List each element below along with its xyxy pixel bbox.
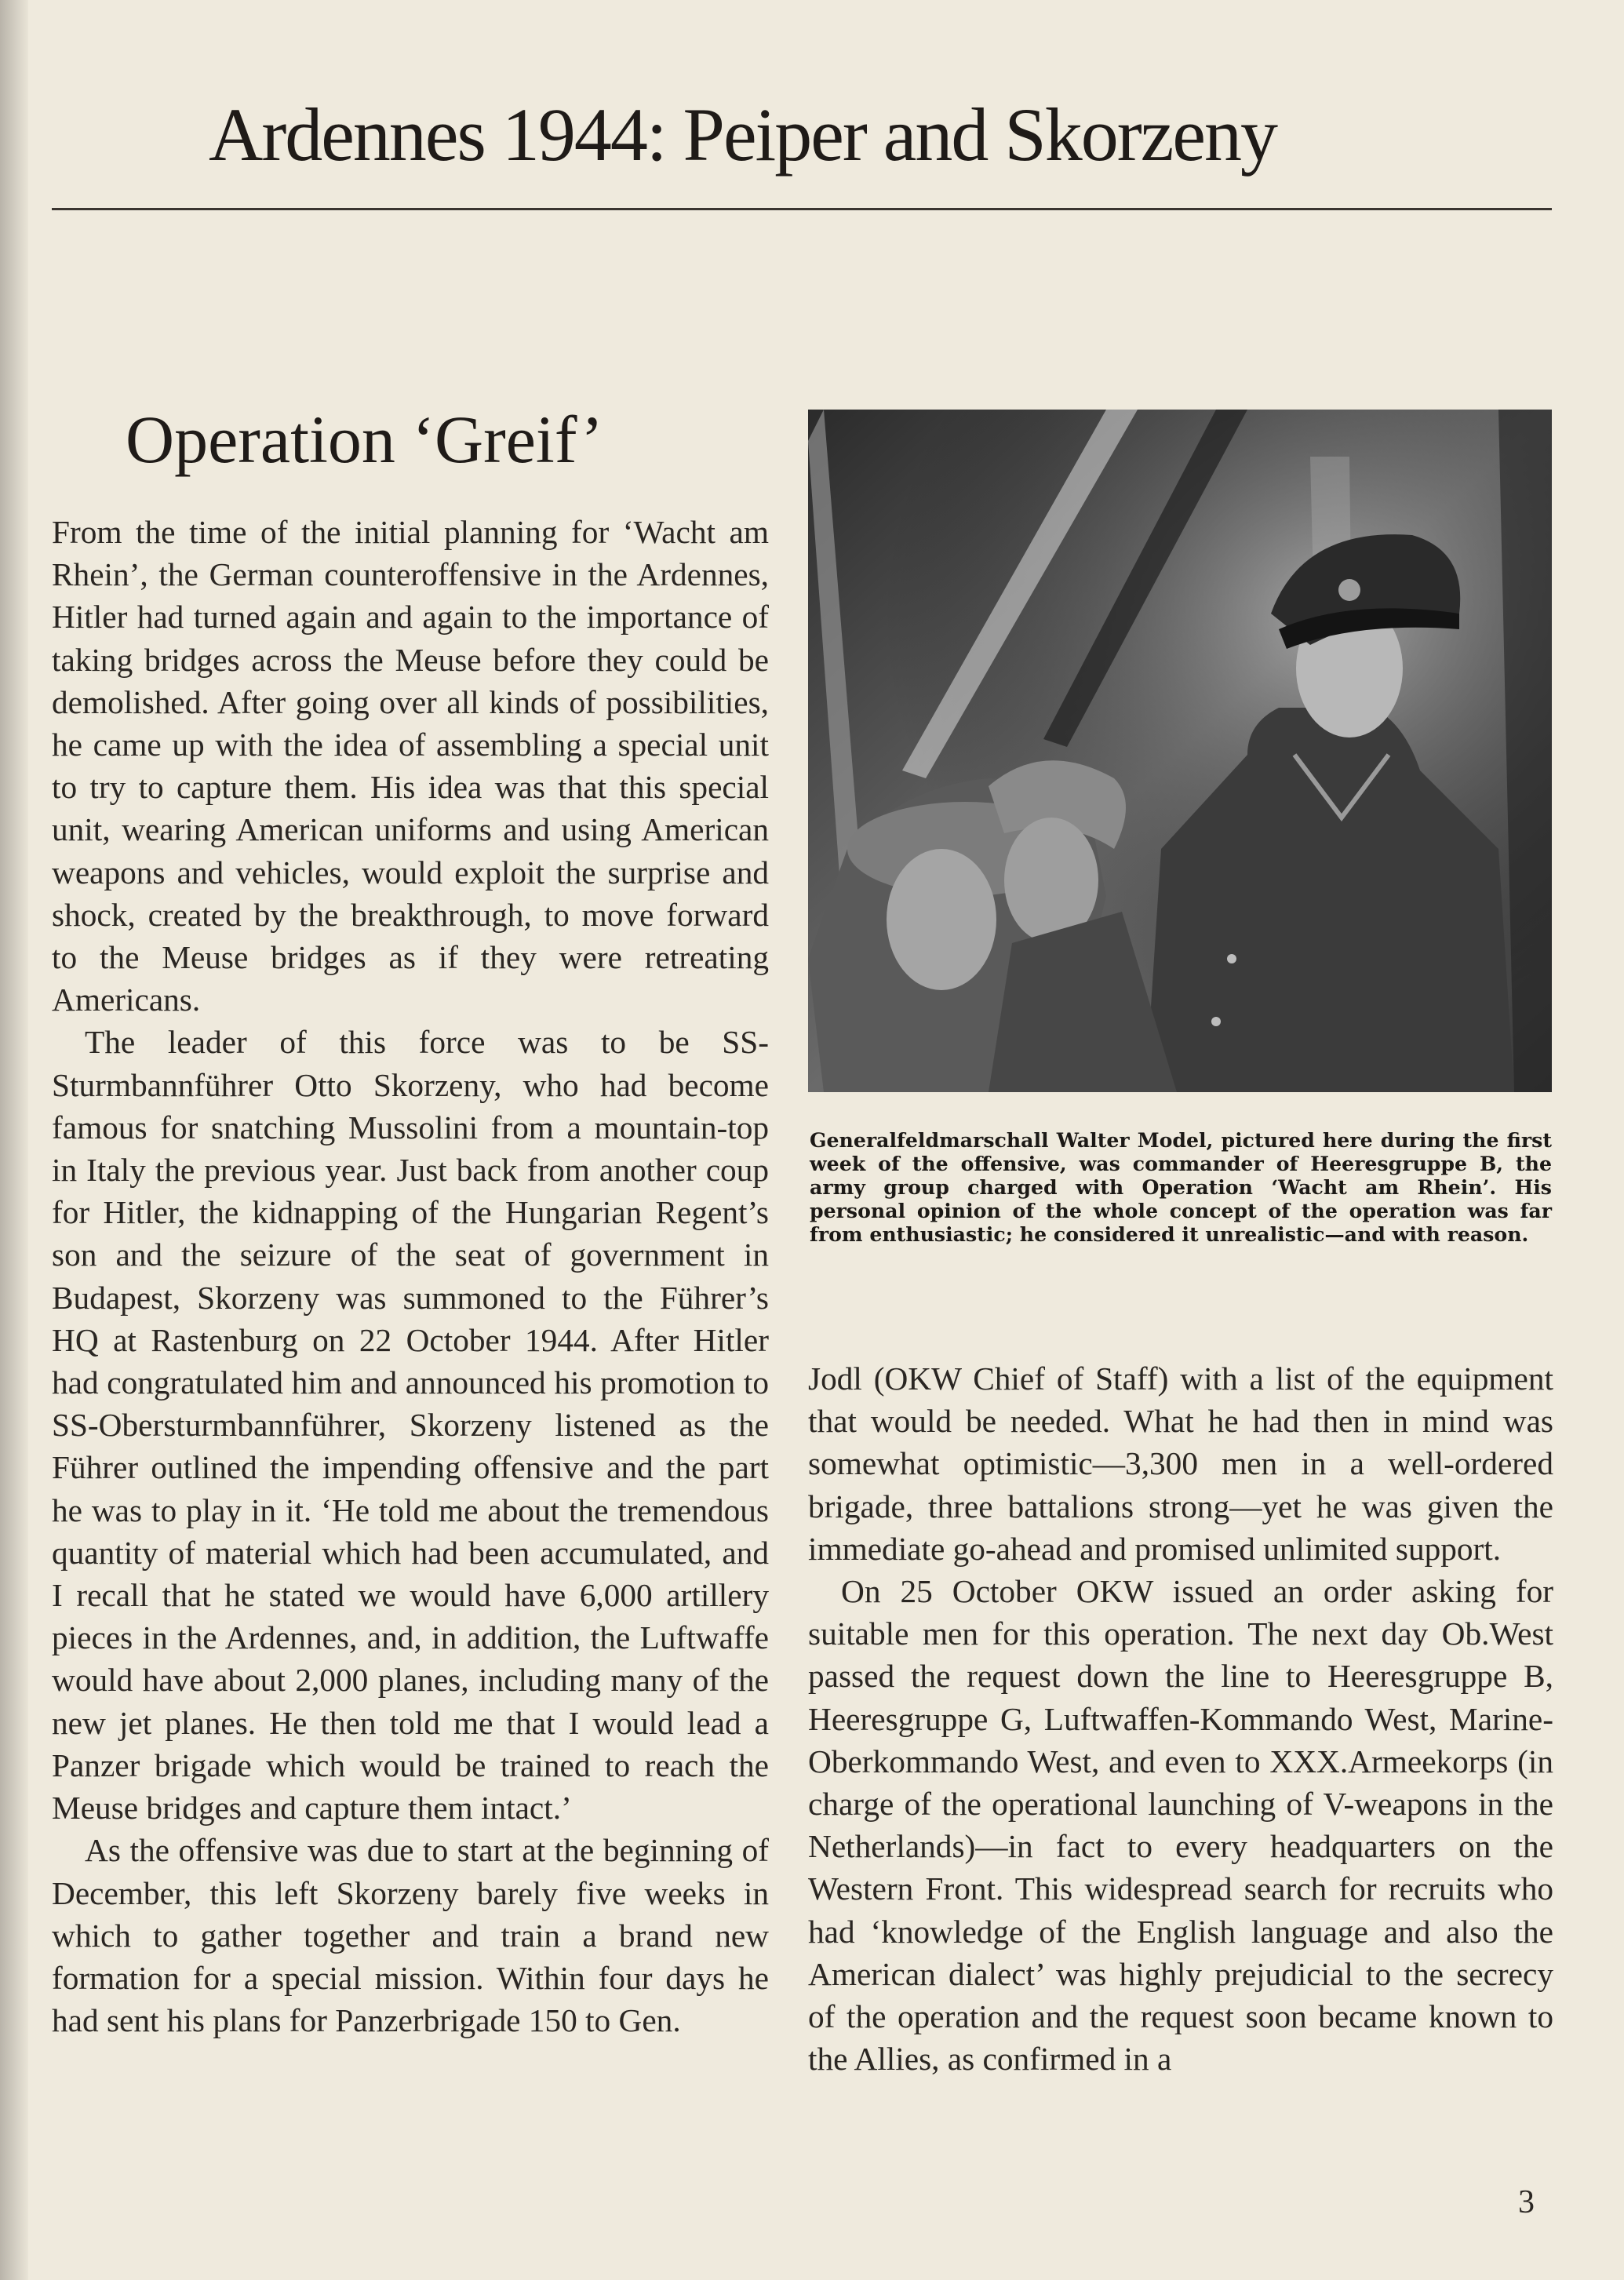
left-paragraph-3: As the offensive was due to start at the beginning of December, this left Skorzeny barely five weeks in which to gather together and train a brand new formation for a special mission. Within four days he had sent his plans for Panzerbrigade 150 to Gen. xyxy=(52,1832,769,2039)
left-paragraph-1: From the time of the initial planning for ‘Wacht am Rhein’, the German counteroffensive in the Ardennes, Hitler had turned again and again to the importance of taking bridges across the Meuse before they could be demolished. After going over all kinds of possibilities, he came up with the idea of assembling a special unit to try to capture them. His idea was that this special unit, wearing American uniforms and using American weapons and vehicles, would exploit the surprise and shock, created by the breakthrough, to move forward to the Meuse bridges as if they were retreating Americans. xyxy=(52,514,769,1018)
title-rule xyxy=(52,208,1552,210)
chapter-title: Ardennes 1944: Peiper and Skorzeny xyxy=(209,93,1276,177)
photo-caption: Generalfeldmarschall Walter Model, pictured here during the first week of the offensive, was commander of Heeresgruppe B, the army group charged with Operation ‘Wacht am Rhein’. His personal opinion of the whole concept of the operation was far from enthusiastic; he considered it unrealistic—and with reason. xyxy=(810,1128,1552,1246)
right-paragraph-2: On 25 October OKW issued an order asking for suitable men for this operation. The next day Ob.West passed the request down the line to Heeresgruppe B, Heeresgruppe G, Luftwaffen-Kommando West, Marine-Oberkommando West, and even to XXX.Armeekorps (in charge of the operational launching of V-weapons in the Netherlands)—in fact to every headquarters on the Western Front. This widespread search for recruits who had ‘knowledge of the English language and also the American dialect’ was highly prejudicial to the secrecy of the operation and the request soon became known to the Allies, as confirmed in a xyxy=(808,1573,1553,2078)
right-column xyxy=(808,1357,1553,2158)
page-number: 3 xyxy=(1518,2184,1535,2220)
model-photograph xyxy=(808,410,1552,1092)
section-title: Operation ‘Greif’ xyxy=(126,402,603,477)
page-gutter-shade xyxy=(0,0,28,2280)
right-paragraph-1: Jodl (OKW Chief of Staff) with a list of the equipment that would be needed. What he had then in mind was somewhat optimistic—3,300 men in a well-ordered brigade, three battalions strong—yet he was given the immediate go-ahead and promised unlimited support. xyxy=(808,1360,1553,1567)
left-paragraph-2: The leader of this force was to be SS-Sturmbannführer Otto Skorzeny, who had become famous for snatching Mussolini from a mountain-top in Italy the previous year. Just back from another coup for Hitler, the kidnapping of the Hungarian Regent’s son and the seizure of the seat of government in Budapest, Skorzeny was summoned to the Führer’s HQ at Rastenburg on 22 October 1944. After Hitler had congratulated him and announced his promotion to SS-Obersturmbannführer, Skorzeny listened as the Führer outlined the impending offensive and the part he was to play in it. ‘He told me about the tremendous quantity of material which had been accumulated, and I recall that he stated we would have 6,000 artillery pieces in the Ardennes, and, in addition, the Luftwaffe would have about 2,000 planes, including many of the new jet planes. He then told me that I would lead a Panzer brigade which would be trained to reach the Meuse bridges and capture them intact.’ xyxy=(52,1024,769,1827)
left-column xyxy=(52,511,769,2158)
